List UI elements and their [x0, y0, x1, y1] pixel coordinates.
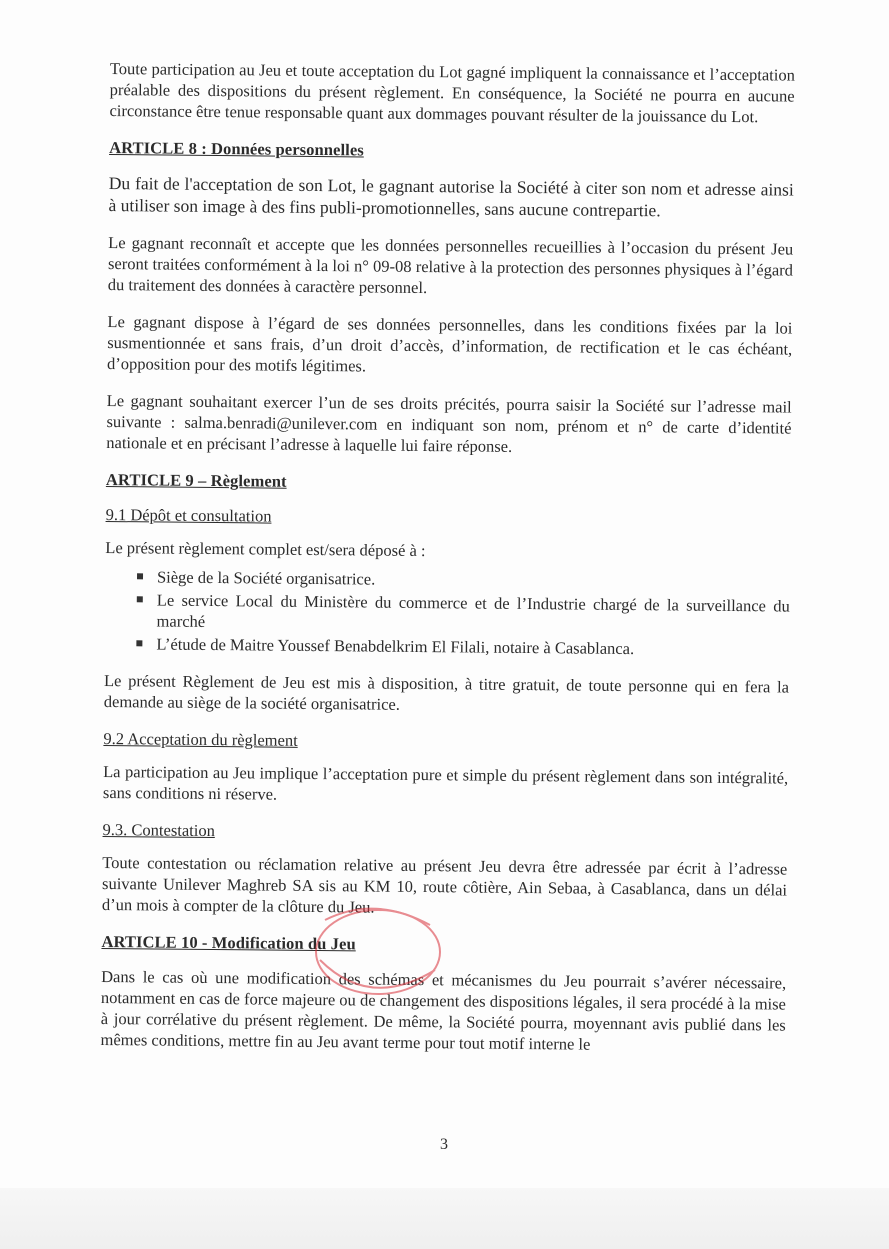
section-9-1-intro: Le présent règlement complet est/sera déposé à : — [105, 537, 426, 561]
page-number: 3 — [440, 1136, 448, 1153]
list-item: Siège de la Société organisatrice. — [135, 566, 790, 593]
section-9-3-title: 9.3. Contestation — [102, 819, 215, 841]
article-8-paragraph-1: Du fait de l'acceptation de son Lot, le gagnant autorise la Société à citer son nom et adresse ainsi à utiliser son image à des fins publi-promotionnelles, sans aucune contrepartie. — [108, 172, 794, 221]
article-9-heading: ARTICLE 9 – Règlement — [105, 469, 287, 491]
article-10-heading: ARTICLE 10 - Modification du Jeu — [101, 931, 356, 954]
section-9-1-after: Le présent Règlement de Jeu est mis à disposition, à titre gratuit, de toute personne qui en fera la demande au siège de la société organisatrice. — [103, 670, 790, 714]
list-item: L’étude de Maitre Youssef Benabdelkrim El Filali, notaire à Casablanca. — [134, 633, 789, 660]
document-body — [100, 58, 795, 1073]
article-8-paragraph-3: Le gagnant dispose à l’égard de ses données personnelles, dans les conditions fixées par la loi susmentionnée et sans frais, d’un droit d’accès, d’information, de rectification et le cas échéant, d’opposition pour des motifs légitimes. — [106, 311, 793, 376]
article-8-paragraph-4: Le gagnant souhaitant exercer l’un de ses droits précités, pourra saisir la Société sur l’adresse mail suivante : salma.benradi@unilever.com en indiquant son nom, prénom et n° de carte d’identité nationale et en précisant l’adresse à laquelle lui faire réponse. — [106, 390, 792, 456]
article-8-heading: ARTICLE 8 : Données personnelles — [109, 137, 364, 160]
list-item: Le service Local du Ministère du commerce et de l’Industrie chargé de la surveillance du marché — [134, 589, 789, 637]
section-9-2-text: La participation au Jeu implique l’acceptation pure et simple du présent règlement dans son intégralité, sans conditions ni réserve. — [102, 761, 789, 804]
article-8-paragraph-2: Le gagnant reconnaît et accepte que les données personnelles recueillies à l’occasion du présent Jeu seront traitées conformément à la loi n° 09-08 relative à la protection des personnes physiques à l’égard du traitement des données à caractère personnel. — [107, 232, 794, 298]
scan-bottom-edge — [0, 1188, 889, 1249]
section-9-3-text: Toute contestation ou réclamation relative au présent Jeu devra être adressée par écrit à l’adresse suivante Unilever Maghreb SA sis au KM 10, route côtière, Ain Sebaa, à Casablanca, dans un délai d’un mois à compter de la clôture du Jeu. — [101, 852, 788, 917]
intro-paragraph: Toute participation au Jeu et toute acceptation du Lot gagné impliquent la connaissance et l’acceptation préalable des dispositions du présent règlement. En conséquence, la Société ne pourra en aucune circonstance être tenue responsable quant aux dommages pouvant résulter de la jouissance du Lot. — [109, 58, 795, 127]
section-9-1-title: 9.1 Dépôt et consultation — [105, 504, 272, 526]
article-10-paragraph-1: Dans le cas où une modification des schémas et mécanismes du Jeu pourrait s’avérer nécessaire, notamment en cas de force majeure ou de changement des dispositions légales, il sera procédé à la mise à jour corrélative du présent règlement. De même, la Société pourra, moyennant avis publié dans les mêmes conditions, mettre fin au Jeu avant terme pour tout motif interne le — [100, 966, 787, 1054]
section-9-2-title: 9.2 Acceptation du règlement — [103, 728, 298, 750]
deposit-locations-list — [104, 566, 790, 661]
